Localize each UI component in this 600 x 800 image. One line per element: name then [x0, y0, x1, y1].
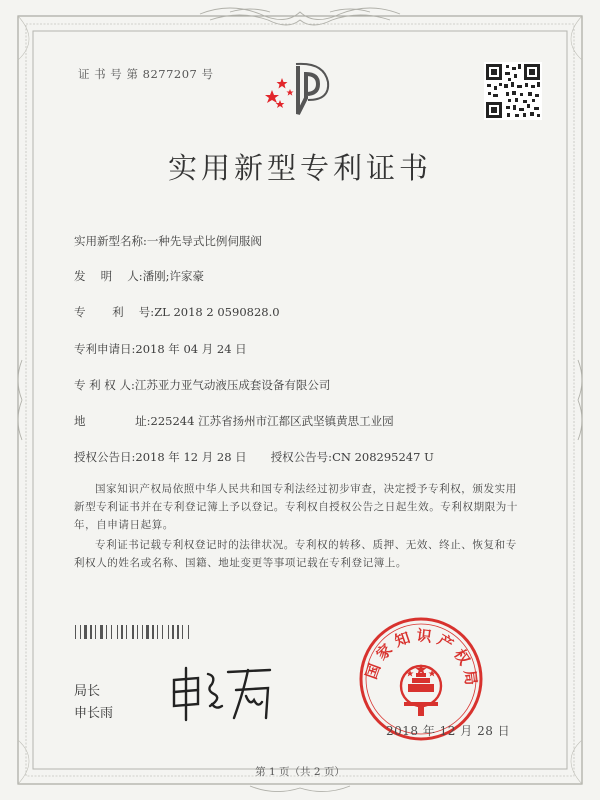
seal-date: 2018 年 12 月 28 日: [386, 724, 511, 738]
field-label: 发 明 人:: [74, 269, 143, 283]
field-value: 225244 江苏省扬州市江都区武坚镇黄思工业园: [150, 414, 394, 428]
barcode-bar: [157, 625, 158, 639]
field-value: 潘刚;许家豪: [142, 269, 205, 283]
field-value: 2018 年 12 月 28 日: [135, 450, 247, 464]
certificate-number: 证 书 号 第 8277207 号: [78, 67, 214, 81]
barcode-bar: [168, 625, 169, 639]
barcode-bar: [132, 625, 134, 639]
page-number: 第 1 页（共 2 页）: [255, 766, 345, 778]
field-label: 实用新型名称:: [74, 234, 147, 248]
field-utility-model-name: [74, 233, 262, 249]
svg-text:国家知识产权局: 国家知识产权局: [362, 626, 481, 692]
barcode-bar: [182, 625, 183, 639]
patent-office-logo-icon: [262, 60, 342, 120]
barcode-bar: [84, 625, 87, 639]
field-inventor: [74, 268, 204, 284]
field-label: 专 利 权 人:: [74, 378, 135, 392]
barcode-bar: [111, 625, 112, 639]
barcode-bar: [177, 625, 179, 639]
field-application-date: [74, 341, 247, 357]
grant-paragraph: 国家知识产权局依照中华人民共和国专利法经过初步审查，决定授予专利权，颁发实用新型专利证书并在专利登记簿上予以登记。专利权自授权公告之日起生效。专利权期限为十年，自申请日起算。: [74, 483, 518, 531]
field-value: 一种先导式比例伺服阀: [146, 234, 262, 248]
barcode-bar: [146, 625, 149, 639]
field-label: 授权公告日:: [74, 450, 136, 464]
field-grant-date: [74, 449, 434, 465]
field-label: 专利申请日:: [74, 342, 136, 356]
field-value: ZL 2018 2 0590828.0: [154, 305, 280, 319]
barcode-bar: [80, 625, 81, 639]
field-value: 江苏亚力亚气动液压成套设备有限公司: [134, 378, 331, 392]
field-patent-number: [74, 304, 280, 320]
barcode-bar: [162, 625, 163, 639]
barcode-bar: [142, 625, 143, 639]
certificate-title: 实用新型专利证书: [167, 151, 432, 185]
barcode-bar: [75, 625, 76, 639]
field-value-grant-number: CN 208295247 U: [332, 450, 434, 464]
barcode-icon: [75, 625, 225, 639]
director-signature: [168, 660, 278, 726]
barcode-bar: [172, 625, 174, 639]
barcode-bar: [126, 625, 127, 639]
barcode-bar: [95, 625, 96, 639]
barcode-bar: [137, 625, 138, 639]
field-address: [74, 413, 394, 429]
barcode-bar: [121, 625, 123, 639]
field-patentee: [74, 377, 330, 393]
field-label-grant-number: 授权公告号:: [270, 450, 333, 464]
barcode-bar: [188, 625, 189, 639]
barcode-bar: [100, 625, 103, 639]
barcode-bar: [90, 625, 92, 639]
director-name: 申长雨: [74, 706, 114, 721]
field-value: 2018 年 04 月 24 日: [135, 342, 247, 356]
legal-status-paragraph: 专利证书记载专利权登记时的法律状况。专利权的转移、质押、无效、终止、恢复和专利权人的姓名或名称、国籍、地址变更等事项记载在专利登记簿上。: [74, 539, 517, 569]
barcode-bar: [106, 625, 107, 639]
field-label: 地 址:: [74, 414, 151, 428]
field-label: 专 利 号:: [74, 305, 155, 319]
qr-code-icon: [484, 62, 542, 120]
director-title: 局长: [74, 684, 101, 699]
barcode-bar: [117, 625, 118, 639]
barcode-bar: [152, 625, 154, 639]
